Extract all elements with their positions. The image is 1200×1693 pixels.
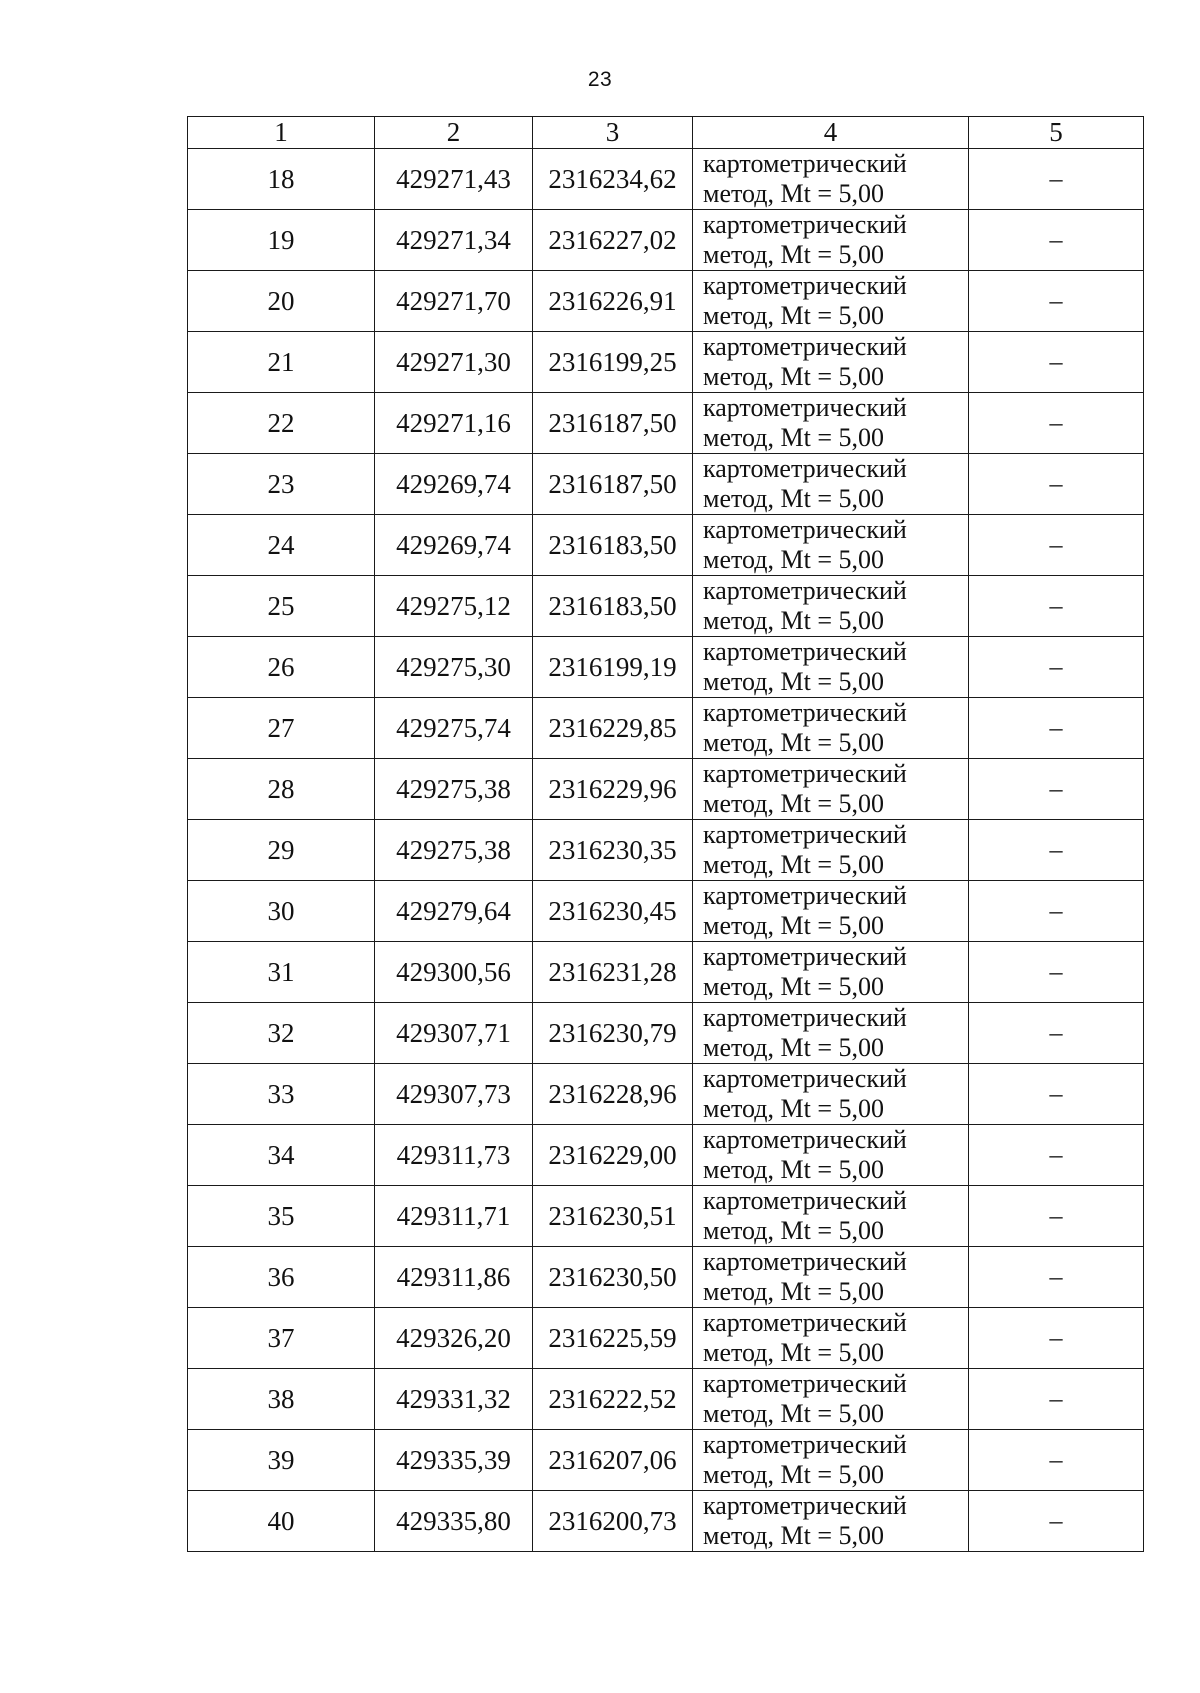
method-line-1: картометрический <box>703 942 907 971</box>
note-cell: – <box>969 1064 1144 1125</box>
note-cell: – <box>969 698 1144 759</box>
method-cell <box>693 271 969 332</box>
y-coordinate-cell: 2316226,91 <box>533 271 693 332</box>
point-number-cell: 32 <box>188 1003 375 1064</box>
method-line-2: метод, Mt = 5,00 <box>703 240 884 269</box>
point-number-cell: 24 <box>188 515 375 576</box>
method-cell <box>693 332 969 393</box>
method-line-1: картометрический <box>703 1186 907 1215</box>
method-line-1: картометрический <box>703 1003 907 1032</box>
y-coordinate-cell: 2316199,19 <box>533 637 693 698</box>
y-coordinate-cell: 2316230,35 <box>533 820 693 881</box>
note-cell: – <box>969 1369 1144 1430</box>
method-line-1: картометрический <box>703 1430 907 1459</box>
table-row <box>188 1308 1144 1369</box>
method-cell <box>693 1064 969 1125</box>
point-number-cell: 25 <box>188 576 375 637</box>
method-line-1: картометрический <box>703 271 907 300</box>
table-row <box>188 1125 1144 1186</box>
method-line-2: метод, Mt = 5,00 <box>703 484 884 513</box>
method-cell <box>693 1125 969 1186</box>
table-row <box>188 1491 1144 1552</box>
point-number-cell: 38 <box>188 1369 375 1430</box>
method-line-1: картометрический <box>703 576 907 605</box>
note-cell: – <box>969 1003 1144 1064</box>
note-cell: – <box>969 820 1144 881</box>
y-coordinate-cell: 2316183,50 <box>533 515 693 576</box>
note-cell: – <box>969 515 1144 576</box>
y-coordinate-cell: 2316229,85 <box>533 698 693 759</box>
method-cell <box>693 1369 969 1430</box>
point-number-cell: 40 <box>188 1491 375 1552</box>
point-number-cell: 34 <box>188 1125 375 1186</box>
x-coordinate-cell: 429307,73 <box>375 1064 533 1125</box>
note-cell: – <box>969 271 1144 332</box>
table-row <box>188 1003 1144 1064</box>
x-coordinate-cell: 429271,70 <box>375 271 533 332</box>
note-cell: – <box>969 942 1144 1003</box>
y-coordinate-cell: 2316230,79 <box>533 1003 693 1064</box>
method-line-2: метод, Mt = 5,00 <box>703 728 884 757</box>
point-number-cell: 37 <box>188 1308 375 1369</box>
page-number: 23 <box>587 68 613 91</box>
table-row <box>188 454 1144 515</box>
method-cell <box>693 393 969 454</box>
table-header <box>188 117 1144 149</box>
y-coordinate-cell: 2316229,00 <box>533 1125 693 1186</box>
note-cell: – <box>969 1125 1144 1186</box>
x-coordinate-cell: 429311,86 <box>375 1247 533 1308</box>
method-line-1: картометрический <box>703 1491 907 1520</box>
y-coordinate-cell: 2316230,45 <box>533 881 693 942</box>
y-coordinate-cell: 2316183,50 <box>533 576 693 637</box>
table-row <box>188 1064 1144 1125</box>
method-cell <box>693 942 969 1003</box>
method-line-2: метод, Mt = 5,00 <box>703 1338 884 1367</box>
y-coordinate-cell: 2316228,96 <box>533 1064 693 1125</box>
y-coordinate-cell: 2316230,50 <box>533 1247 693 1308</box>
table-row <box>188 881 1144 942</box>
method-line-1: картометрический <box>703 515 907 544</box>
point-number-cell: 22 <box>188 393 375 454</box>
table-row <box>188 698 1144 759</box>
y-coordinate-cell: 2316234,62 <box>533 149 693 210</box>
method-line-2: метод, Mt = 5,00 <box>703 606 884 635</box>
x-coordinate-cell: 429275,38 <box>375 759 533 820</box>
x-coordinate-cell: 429307,71 <box>375 1003 533 1064</box>
method-line-2: метод, Mt = 5,00 <box>703 179 884 208</box>
header-cell-5: 5 <box>969 117 1144 149</box>
table-body <box>188 149 1144 1552</box>
method-line-2: метод, Mt = 5,00 <box>703 1277 884 1306</box>
point-number-cell: 20 <box>188 271 375 332</box>
y-coordinate-cell: 2316187,50 <box>533 454 693 515</box>
method-line-2: метод, Mt = 5,00 <box>703 789 884 818</box>
method-cell <box>693 1003 969 1064</box>
x-coordinate-cell: 429311,73 <box>375 1125 533 1186</box>
point-number-cell: 30 <box>188 881 375 942</box>
point-number-cell: 28 <box>188 759 375 820</box>
note-cell: – <box>969 1247 1144 1308</box>
method-line-1: картометрический <box>703 149 907 178</box>
note-cell: – <box>969 759 1144 820</box>
method-line-1: картометрический <box>703 1125 907 1154</box>
y-coordinate-cell: 2316200,73 <box>533 1491 693 1552</box>
method-line-2: метод, Mt = 5,00 <box>703 545 884 574</box>
y-coordinate-cell: 2316207,06 <box>533 1430 693 1491</box>
x-coordinate-cell: 429335,80 <box>375 1491 533 1552</box>
x-coordinate-cell: 429269,74 <box>375 515 533 576</box>
table-row <box>188 271 1144 332</box>
method-line-2: метод, Mt = 5,00 <box>703 850 884 879</box>
header-cell-2: 2 <box>375 117 533 149</box>
method-cell <box>693 1491 969 1552</box>
method-line-1: картометрический <box>703 698 907 727</box>
method-line-2: метод, Mt = 5,00 <box>703 1094 884 1123</box>
header-cell-4: 4 <box>693 117 969 149</box>
note-cell: – <box>969 332 1144 393</box>
x-coordinate-cell: 429300,56 <box>375 942 533 1003</box>
table-row <box>188 1186 1144 1247</box>
table-row <box>188 637 1144 698</box>
method-cell <box>693 210 969 271</box>
note-cell: – <box>969 881 1144 942</box>
note-cell: – <box>969 1186 1144 1247</box>
method-line-1: картометрический <box>703 393 907 422</box>
table-row <box>188 942 1144 1003</box>
method-line-1: картометрический <box>703 637 907 666</box>
note-cell: – <box>969 576 1144 637</box>
note-cell: – <box>969 1308 1144 1369</box>
y-coordinate-cell: 2316187,50 <box>533 393 693 454</box>
x-coordinate-cell: 429335,39 <box>375 1430 533 1491</box>
x-coordinate-cell: 429269,74 <box>375 454 533 515</box>
x-coordinate-cell: 429271,16 <box>375 393 533 454</box>
x-coordinate-cell: 429275,30 <box>375 637 533 698</box>
point-number-cell: 21 <box>188 332 375 393</box>
method-line-1: картометрический <box>703 820 907 849</box>
method-line-1: картометрический <box>703 881 907 910</box>
method-cell <box>693 1308 969 1369</box>
method-line-2: метод, Mt = 5,00 <box>703 1521 884 1550</box>
method-line-1: картометрический <box>703 1369 907 1398</box>
point-number-cell: 35 <box>188 1186 375 1247</box>
method-line-2: метод, Mt = 5,00 <box>703 1033 884 1062</box>
table-row <box>188 1369 1144 1430</box>
method-line-1: картометрический <box>703 332 907 361</box>
table-row <box>188 210 1144 271</box>
method-line-1: картометрический <box>703 1064 907 1093</box>
method-cell <box>693 1430 969 1491</box>
x-coordinate-cell: 429275,38 <box>375 820 533 881</box>
method-line-2: метод, Mt = 5,00 <box>703 1155 884 1184</box>
note-cell: – <box>969 1491 1144 1552</box>
table-row <box>188 759 1144 820</box>
table-row <box>188 393 1144 454</box>
y-coordinate-cell: 2316227,02 <box>533 210 693 271</box>
point-number-cell: 18 <box>188 149 375 210</box>
method-cell <box>693 515 969 576</box>
method-cell <box>693 759 969 820</box>
y-coordinate-cell: 2316230,51 <box>533 1186 693 1247</box>
method-line-1: картометрический <box>703 210 907 239</box>
y-coordinate-cell: 2316231,28 <box>533 942 693 1003</box>
note-cell: – <box>969 149 1144 210</box>
table-row <box>188 1247 1144 1308</box>
coordinates-table <box>187 116 1144 1552</box>
point-number-cell: 36 <box>188 1247 375 1308</box>
x-coordinate-cell: 429311,71 <box>375 1186 533 1247</box>
method-line-2: метод, Mt = 5,00 <box>703 1399 884 1428</box>
point-number-cell: 19 <box>188 210 375 271</box>
note-cell: – <box>969 454 1144 515</box>
method-line-2: метод, Mt = 5,00 <box>703 1216 884 1245</box>
table-row <box>188 515 1144 576</box>
point-number-cell: 31 <box>188 942 375 1003</box>
y-coordinate-cell: 2316199,25 <box>533 332 693 393</box>
header-cell-3: 3 <box>533 117 693 149</box>
note-cell: – <box>969 1430 1144 1491</box>
note-cell: – <box>969 210 1144 271</box>
table-row <box>188 1430 1144 1491</box>
point-number-cell: 23 <box>188 454 375 515</box>
method-cell <box>693 149 969 210</box>
method-cell <box>693 881 969 942</box>
method-line-2: метод, Mt = 5,00 <box>703 911 884 940</box>
y-coordinate-cell: 2316222,52 <box>533 1369 693 1430</box>
y-coordinate-cell: 2316225,59 <box>533 1308 693 1369</box>
point-number-cell: 33 <box>188 1064 375 1125</box>
method-line-1: картометрический <box>703 454 907 483</box>
method-line-2: метод, Mt = 5,00 <box>703 1460 884 1489</box>
x-coordinate-cell: 429271,30 <box>375 332 533 393</box>
header-row <box>188 117 1144 149</box>
method-cell <box>693 637 969 698</box>
method-line-1: картометрический <box>703 1308 907 1337</box>
table-row <box>188 820 1144 881</box>
x-coordinate-cell: 429271,43 <box>375 149 533 210</box>
method-line-2: метод, Mt = 5,00 <box>703 301 884 330</box>
x-coordinate-cell: 429275,74 <box>375 698 533 759</box>
method-cell <box>693 698 969 759</box>
note-cell: – <box>969 637 1144 698</box>
method-cell <box>693 1186 969 1247</box>
header-cell-1: 1 <box>188 117 375 149</box>
method-line-2: метод, Mt = 5,00 <box>703 972 884 1001</box>
x-coordinate-cell: 429271,34 <box>375 210 533 271</box>
table-row <box>188 149 1144 210</box>
method-cell <box>693 1247 969 1308</box>
method-line-2: метод, Mt = 5,00 <box>703 423 884 452</box>
method-cell <box>693 454 969 515</box>
method-line-1: картометрический <box>703 1247 907 1276</box>
method-cell <box>693 576 969 637</box>
method-line-1: картометрический <box>703 759 907 788</box>
method-line-2: метод, Mt = 5,00 <box>703 362 884 391</box>
table-row <box>188 332 1144 393</box>
x-coordinate-cell: 429326,20 <box>375 1308 533 1369</box>
note-cell: – <box>969 393 1144 454</box>
x-coordinate-cell: 429275,12 <box>375 576 533 637</box>
point-number-cell: 26 <box>188 637 375 698</box>
point-number-cell: 27 <box>188 698 375 759</box>
x-coordinate-cell: 429279,64 <box>375 881 533 942</box>
y-coordinate-cell: 2316229,96 <box>533 759 693 820</box>
method-line-2: метод, Mt = 5,00 <box>703 667 884 696</box>
method-cell <box>693 820 969 881</box>
point-number-cell: 39 <box>188 1430 375 1491</box>
table-row <box>188 576 1144 637</box>
x-coordinate-cell: 429331,32 <box>375 1369 533 1430</box>
point-number-cell: 29 <box>188 820 375 881</box>
